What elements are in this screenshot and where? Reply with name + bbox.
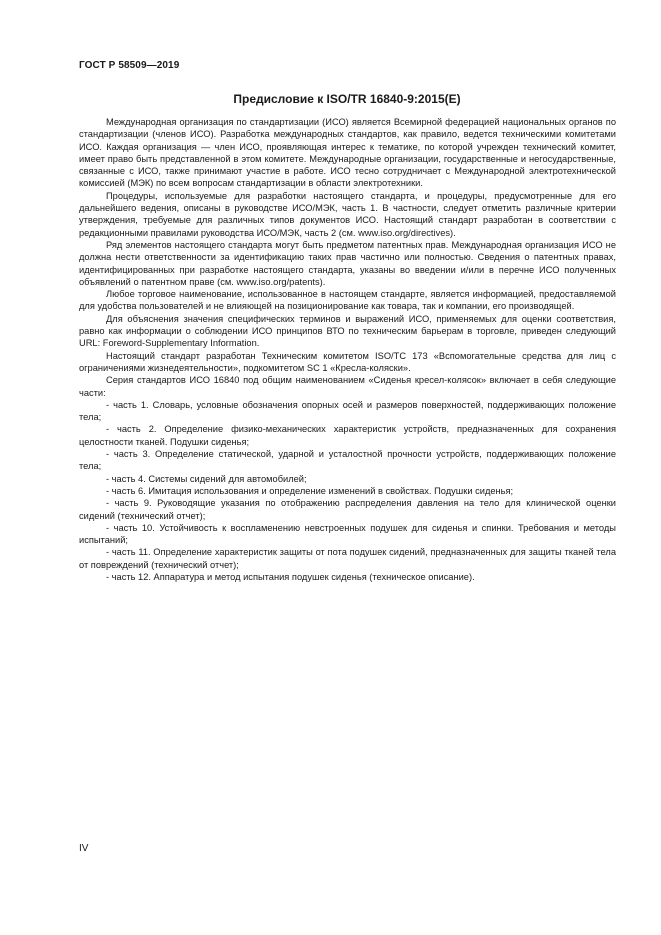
paragraph-committee: Настоящий стандарт разработан Техническим комитетом ISO/TC 173 «Вспомогательные средства для лиц с ограничениями жизнедеятельности», подкомитетом SC 1 «Кресла-коляски». xyxy=(79,350,616,373)
list-item: - часть 2. Определение физико-механических характеристик устройств, предназначенных для сохранения целостности тканей. Подушки сиденья; xyxy=(79,424,616,447)
list-item: - часть 12. Аппаратура и метод испытания подушек сиденья (техническое описание). xyxy=(106,571,475,582)
list-item: - часть 6. Имитация использования и определение изменений в свойствах. Подушки сиденья; xyxy=(106,485,514,496)
list-item: - часть 4. Системы сидений для автомобилей; xyxy=(106,473,307,484)
paragraph-wto-terms: Для объяснения значения специфических терминов и выражений ИСО, применяемых для оценки соответствия, равно как информации о соблюдении ИСО принципов ВТО по техническим барьерам в торговле, приведен следующий URL: Foreword-Supplementary Information. xyxy=(79,313,616,349)
paragraph-trade-names: Любое торговое наименование, использованное в настоящем стандарте, является информацией, предоставляемой для удобства пользователей и не влияющей на позиционирование как товара, так и компании, его производящей. xyxy=(79,289,616,312)
list-item: - часть 9. Руководящие указания по отображению распределения давления на тело для клинической оценки сидений (технический отчет); xyxy=(79,498,616,521)
list-item: - часть 11. Определение характеристик защиты от пота подушек сидений, предназначенных для защиты тканей тела от повреждений (технический отчет); xyxy=(79,547,616,570)
paragraph-iso-intro: Международная организация по стандартизации (ИСО) является Всемирной федерацией национальных органов по стандартизации (членов ИСО). Разработка международных стандартов, как правило, ведется техническими комитетами ИСО. Каждая организация — член ИСО, проявляющая интерес к тематике, по которой учрежден технический комитет, имеет право быть представленной в этом комитете. Международные организации, государственные и негосударственные, связанные с ИСО, также принимают участие в работе. ИСО тесно сотрудничает с Международной электротехнической комиссией (МЭК) по всем вопросам стандартизации в области электротехники. xyxy=(79,117,616,189)
list-item: - часть 10. Устойчивость к воспламенению невстроенных подушек для сиденья и спинки. Требования и методы испытаний; xyxy=(79,522,616,546)
page-number: IV xyxy=(79,843,89,854)
document-code-header: ГОСТ Р 58509—2019 xyxy=(79,60,180,71)
list-item: - часть 3. Определение статической, ударной и усталостной прочности устройств, поддерживающих положение тела; xyxy=(79,449,616,472)
paragraph-patents: Ряд элементов настоящего стандарта могут быть предметом патентных прав. Международная организация ИСО не должна нести ответственности за идентификацию таких прав частично или полностью. Сведения о патентных правах, идентифицированных при разработке настоящего стандарта, указаны во введении и/или в перечне ИСО полученных объявлений о патентном праве (см. www.iso.org/patents). xyxy=(79,239,616,287)
parts-list xyxy=(79,399,616,583)
list-item: - часть 1. Словарь, условные обозначения опорных осей и размеров поверхностей, поддерживающих положение тела; xyxy=(79,399,616,423)
paragraph-procedures: Процедуры, используемые для разработки настоящего стандарта, и процедуры, предусмотренные для его дальнейшего ведения, описаны в руководстве ИСО/МЭК, часть 1. В частности, следует отметить различные критерии утверждения, требуемые для различных типов документов ИСО. Настоящий стандарт разработан в соответствии с редакционными правилами руководства ИСО/МЭК, часть 2 (см. www.iso.org/directives). xyxy=(79,190,616,238)
foreword-body xyxy=(79,116,616,583)
foreword-title: Предисловие к ISO/TR 16840-9:2015(E) xyxy=(233,92,461,106)
paragraph-series: Серия стандартов ИСО 16840 под общим наименованием «Сиденья кресел-колясок» включает в себя следующие части: xyxy=(79,375,616,398)
